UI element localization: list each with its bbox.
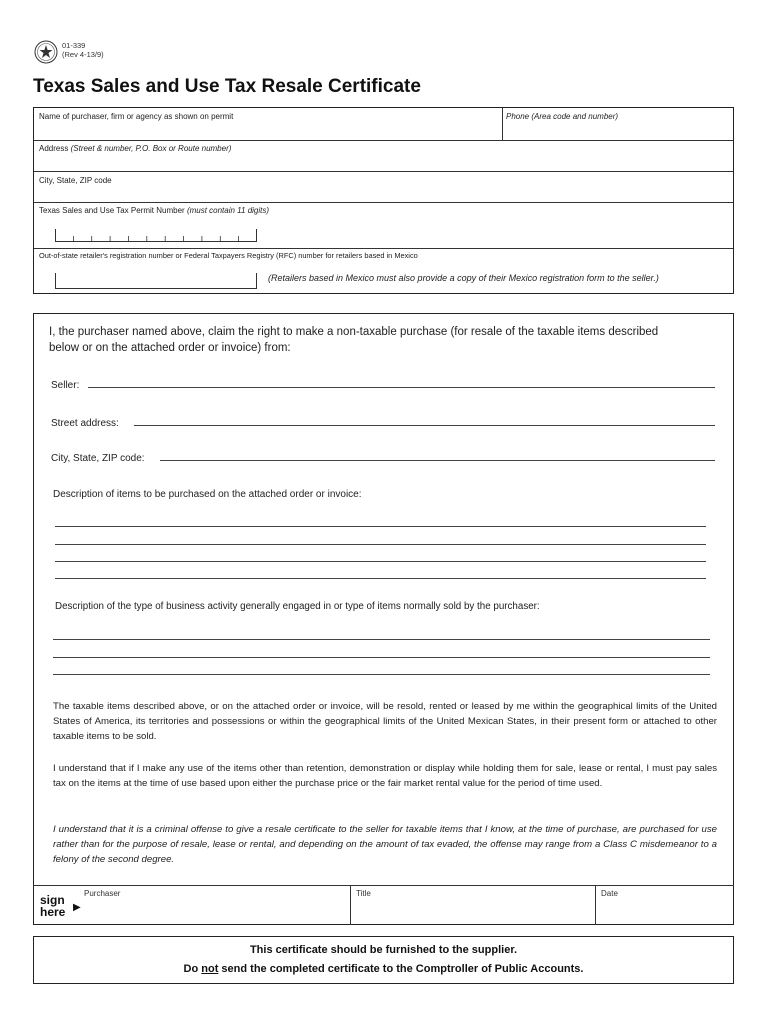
claim-statement: I, the purchaser named above, claim the right to make a non-taxable purchase (for resale of the taxable items described below or on the attached order or invoice) from: (49, 326, 659, 354)
rfc-label: Out-of-state retailer's registration number or Federal Taxpayers Registry (RFC) number for retailers based in Mexico (39, 251, 418, 260)
form-number-block (62, 41, 104, 59)
signature-row-divider (33, 885, 734, 886)
seller-city-input[interactable] (160, 460, 715, 461)
criminal-offense-statement: I understand that it is a criminal offense to give a resale certificate to the seller for taxable items that I know, at the time of purchase, are purchased for use rather than for the purpose of resale, lease or rental, and depending on the amount of tax evaded, the offense may range from a Class C misdemeanor to a felony of the second degree. (53, 824, 717, 865)
city-state-zip-label: City, State, ZIP code (39, 176, 112, 185)
texas-seal-icon (34, 40, 58, 64)
rfc-number-input[interactable] (55, 273, 257, 289)
permit-number-label: Texas Sales and Use Tax Permit Number (must contain 11 digits) (39, 206, 270, 215)
title-field[interactable] (356, 898, 590, 922)
items-line-4[interactable] (55, 578, 706, 579)
footer-line-2: Do not send the completed certificate to the Comptroller of Public Accounts. (183, 963, 584, 975)
phone-label: Phone (Area code and number) (506, 112, 619, 121)
footer-notice-box (33, 936, 734, 984)
title-label: Title (356, 889, 371, 898)
purchaser-signature-label: Purchaser (84, 889, 121, 898)
resale-statement: The taxable items described above, or on the attached order or invoice, will be resold, rented or leased by me within the geographical limits of the United States of America, its territories and possessions or within the geographical limits of the United Mexican States, in their present form or attached to other taxable items to be sold. (53, 701, 717, 742)
sign-arrow-icon: ▶ (73, 902, 81, 913)
business-line-3[interactable] (53, 674, 710, 675)
page-title: Texas Sales and Use Tax Resale Certificate (33, 76, 421, 97)
street-address-input[interactable] (134, 425, 715, 426)
use-tax-statement: I understand that if I make any use of the items other than retention, demonstration or display while holding them for sale, lease or rental, I must pay sales tax on the items at the time of use based upon either the purchase price or the fair market rental value for the period of time used. (53, 763, 717, 789)
purchaser-signature-field[interactable] (84, 898, 346, 922)
business-line-1[interactable] (53, 639, 710, 640)
address-label: Address (Street & number, P.O. Box or Route number) (39, 144, 232, 153)
seller-city-label: City, State, ZIP code: (51, 453, 145, 464)
items-line-3[interactable] (55, 561, 706, 562)
permit-number-input[interactable] (55, 229, 257, 242)
items-line-2[interactable] (55, 544, 706, 545)
items-line-1[interactable] (55, 526, 706, 527)
form-number: 01-339 (62, 41, 86, 50)
seller-label: Seller: (51, 380, 80, 391)
signature-divider-1 (350, 885, 351, 925)
purchaser-info-box (33, 107, 734, 294)
date-label: Date (601, 889, 618, 898)
items-description-label: Description of items to be purchased on the attached order or invoice: (53, 489, 362, 500)
rfc-note: (Retailers based in Mexico must also provide a copy of their Mexico registration form to the seller.) (268, 273, 659, 283)
business-description-label: Description of the type of business activity generally engaged in or type of items normally sold by the purchaser: (55, 601, 540, 612)
footer-line-1: This certificate should be furnished to the supplier. (249, 944, 518, 956)
seller-input[interactable] (88, 387, 715, 388)
form-revision: (Rev 4-13/9) (62, 50, 104, 59)
business-line-2[interactable] (53, 657, 710, 658)
sign-here-label: sign here (40, 893, 66, 919)
street-address-label: Street address: (51, 418, 119, 429)
signature-divider-2 (595, 885, 596, 925)
purchaser-name-label: Name of purchaser, firm or agency as shown on permit (39, 112, 234, 121)
date-field[interactable] (601, 898, 729, 922)
